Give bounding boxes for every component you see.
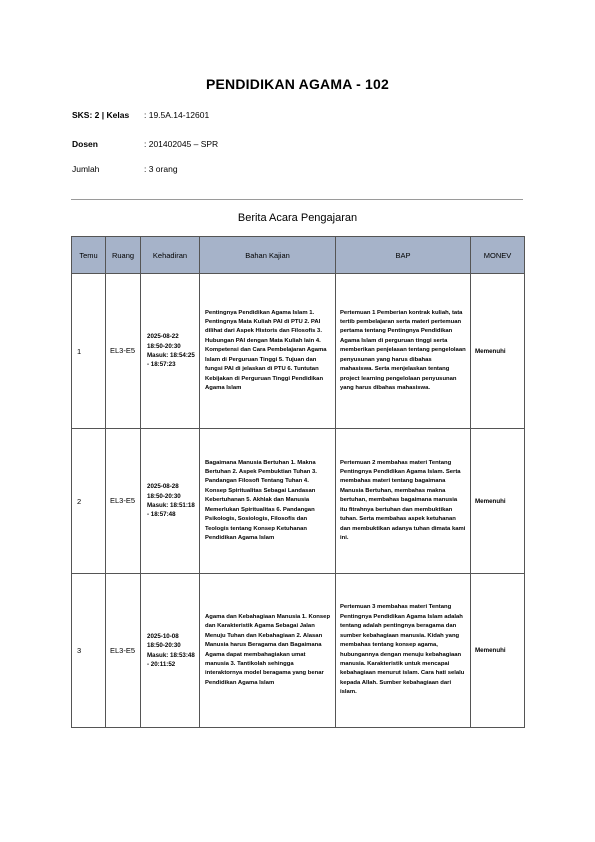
cell-ruang: EL3-E5 xyxy=(106,574,141,728)
header-bap: BAP xyxy=(336,237,471,274)
cell-monev: Memenuhi xyxy=(471,429,525,574)
cell-ruang: EL3-E5 xyxy=(106,274,141,429)
cell-temu: 2 xyxy=(72,429,106,574)
table-row xyxy=(72,574,525,728)
jumlah-value: : 3 orang xyxy=(144,164,178,174)
cell-temu: 3 xyxy=(72,574,106,728)
header-ruang: Ruang xyxy=(106,237,141,274)
cell-bap: Pertemuan 2 membahas materi Tentang Pentingnya Pendidikan Agama Islam. Serta membahas materi tentang bagaimana Manusia Bertuhan, membahas makna bertuhan, membahas bagaimana manusia itu fitrahnya bertuhan dan membuktikan tuhan. Serta membahas aspek ketuhanan dan membuktikan adanya tuhan dimata kami ini. xyxy=(336,429,471,574)
table-row xyxy=(72,274,525,429)
cell-kehadiran: 2025-10-08 18:50-20:30 Masuk: 18:53:48 - 20:11:52 xyxy=(141,574,200,728)
table-header-row xyxy=(72,237,525,274)
cell-temu: 1 xyxy=(72,274,106,429)
cell-ruang: EL3-E5 xyxy=(106,429,141,574)
sks-label: SKS: 2 | Kelas xyxy=(72,110,130,120)
cell-monev: Memenuhi xyxy=(471,574,525,728)
table-row xyxy=(72,429,525,574)
header-temu: Temu xyxy=(72,237,106,274)
header-monev: MONEV xyxy=(471,237,525,274)
dosen-value: : 201402045 – SPR xyxy=(144,139,219,149)
attendance-table xyxy=(71,236,525,728)
cell-bahan-kajian: Pentingnya Pendidikan Agama Islam 1. Pentingnya Mata Kuliah PAI di PTU 2. PAI dilihat dari Aspek Historis dan Filosofis 3. Hubungan PAI dengan Mata Kuliah lain 4. Kompetensi dan Cara Pembelajaran Agama Islam di Perguruan Tinggi 5. Tujuan dan fungsi PAI di jelaskan di PTU 6. Tuntutan Kebijakan di Perguruan Tinggi Pendidikan Agama Islam xyxy=(200,274,336,429)
cell-kehadiran: 2025-08-28 18:50-20:30 Masuk: 18:51:18 - 18:57:48 xyxy=(141,429,200,574)
section-divider xyxy=(71,199,523,200)
cell-monev: Memenuhi xyxy=(471,274,525,429)
section-title: Berita Acara Pengajaran xyxy=(237,212,358,224)
sks-value: : 19.5A.14-12601 xyxy=(144,110,210,120)
header-kehadiran: Kehadiran xyxy=(141,237,200,274)
cell-bahan-kajian: Bagaimana Manusia Bertuhan 1. Makna Bertuhan 2. Aspek Pembuktian Tuhan 3. Pandangan Filosofi Tentang Tuhan 4. Konsep Spiritualitas Sebagai Landasan Kebertuhanan 5. Akhlak dan Manusia Memerlukan Spiritualitas 6. Pandangan Psikologis, Sosiologis, Filosofis dan Teologis tentang Konsep Ketuhanan Pendidikan Agama Islam xyxy=(200,429,336,574)
dosen-label: Dosen xyxy=(72,139,98,149)
cell-bahan-kajian: Agama dan Kebahagiaan Manusia 1. Konsep dan Karakteristik Agama Sebagai Jalan Menuju Tuhan dan Kebahagiaan 2. Alasan Manusia harus Beragama dan Bagaimana Agama dapat membahagiakan umat manusia 3. Tantikolah sehingga interaktornya model beragama yang benar Pendidikan Agama Islam xyxy=(200,574,336,728)
cell-kehadiran: 2025-08-22 18:50-20:30 Masuk: 18:54:25 - 18:57:23 xyxy=(141,274,200,429)
cell-bap: Pertemuan 1 Pemberian kontrak kuliah, tata tertib pembelajaran serta materi pertemuan pertama tentang Pentingnya Pendidikan Agama Islam di perguruan tinggi serta memberikan penjelasan tentang pengelolaan penyusunan yang harus dibahas mahasiswa. Serta menjelaskan tentang project learning pengelolaan penyusunan yang harus dibahas mahasiswa. xyxy=(336,274,471,429)
cell-bap: Pertemuan 3 membahas materi Tentang Pentingnya Pendidikan Agama Islam adalah tentang adalah pentingnya beragama dan sumber kebahagiaan manusia. Kidah yang membahas tentang konsep agama, hubungannya dengan menuju kebahagiaan manusia. Karakteristik untuk mencapai kebahagiaan menurut islam. Cara hati selalu kepada Allah. Sumber kebahagiaan dari islam. xyxy=(336,574,471,728)
page-title: PENDIDIKAN AGAMA - 102 xyxy=(205,76,390,92)
jumlah-label: Jumlah xyxy=(72,164,100,174)
header-bahan-kajian: Bahan Kajian xyxy=(200,237,336,274)
